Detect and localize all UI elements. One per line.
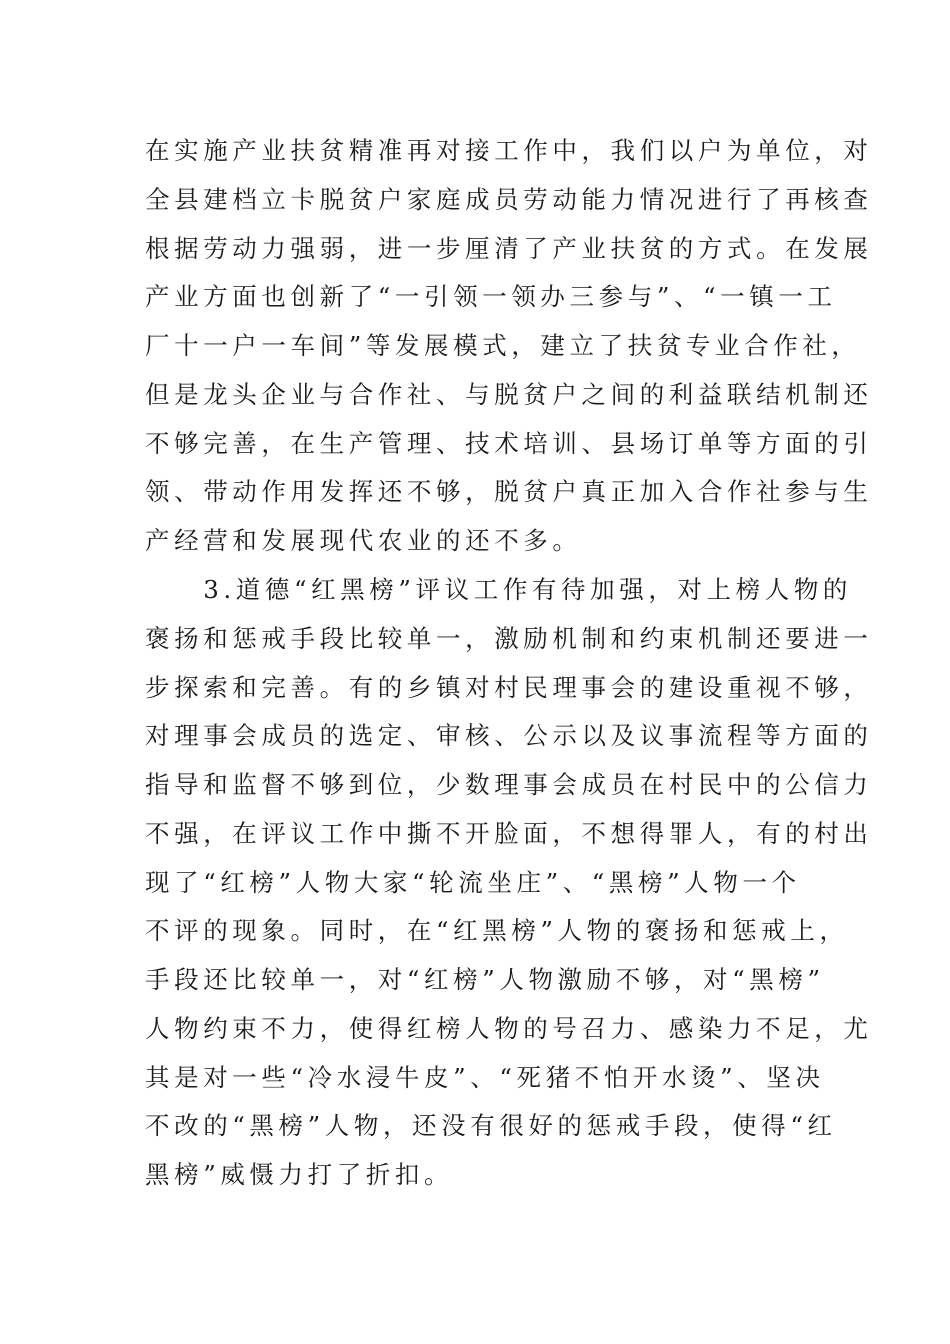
text-line: 对理事会成员的选定、审核、公示以及议事流程等方面的: [145, 721, 873, 751]
text-line: 厂十一户一车间”等发展模式，建立了扶贫专业合作社，: [145, 331, 861, 360]
text-line: 全县建档立卡脱贫户家庭成员劳动能力情况进行了再核查: [145, 184, 873, 214]
text-line: 但是龙头企业与合作社、与脱贫户之间的利益联结机制还: [145, 379, 873, 409]
text-line: 根据劳动力强弱，进一步厘清了产业扶贫的方式。在发展: [145, 233, 873, 263]
text-line: 人物约束不力，使得红榜人物的号召力、感染力不足，尤: [145, 1013, 873, 1043]
text-line: 3.道德“红黑榜”评议工作有待加强，对上榜人物的: [145, 575, 853, 604]
text-line: 指导和监督不够到位，少数理事会成员在村民中的公信力: [145, 770, 873, 799]
text-line: 不评的现象。同时，在“红黑榜”人物的褒扬和惩戒上，: [145, 916, 849, 946]
text-line: 手段还比较单一，对“红榜”人物激励不够，对“黑榜”: [145, 965, 825, 994]
text-line: 产经营和发展现代农业的还不多。: [145, 526, 582, 555]
text-line: 现了“红榜”人物大家“轮流坐庄”、“黑榜”人物一个: [145, 867, 801, 897]
text-line: 在实施产业扶贫精准再对接工作中，我们以户为单位，对: [145, 136, 873, 165]
text-line: 黑榜”威慑力打了折扣。: [145, 1160, 454, 1189]
text-line: 不强，在评议工作中撕不开脸面，不想得罪人，有的村出: [145, 818, 873, 848]
text-line: 不够完善，在生产管理、技术培训、县场订单等方面的引: [145, 428, 873, 458]
paragraph-industry-poverty-alleviation: [145, 127, 873, 566]
text-line: 褒扬和惩戒手段比较单一，激励机制和约束机制还要进一: [145, 623, 873, 653]
paragraph-red-black-list: [145, 566, 873, 1200]
text-line: 步探索和完善。有的乡镇对村民理事会的建设重视不够，: [145, 672, 873, 702]
text-line: 不改的“黑榜”人物，还没有很好的惩戒手段，使得“红: [145, 1111, 837, 1141]
text-line: 产业方面也创新了“一引领一领办三参与”、“一镇一工: [145, 282, 837, 312]
text-line: 领、带动作用发挥还不够，脱贫户真正加入合作社参与生: [145, 477, 873, 507]
text-line: 其是对一些“冷水浸牛皮”、“死猪不怕开水烫”、坚决: [145, 1062, 825, 1092]
